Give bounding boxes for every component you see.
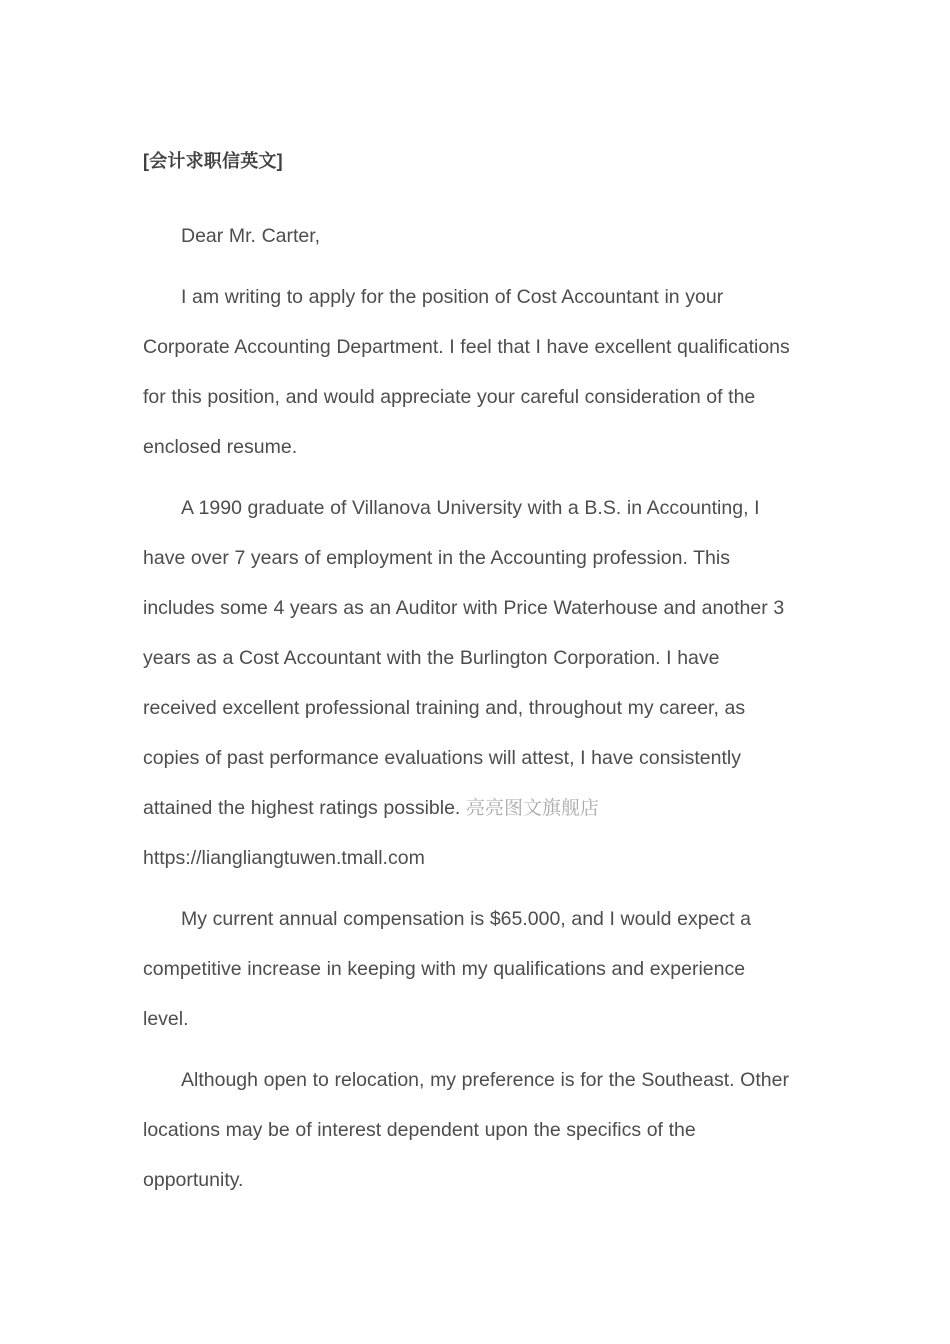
- document-body: [143, 211, 795, 1205]
- page-title: [会计求职信英文]: [143, 151, 283, 171]
- watermark-url: [143, 847, 425, 869]
- paragraph-background-text: A 1990 graduate of Villanova University with a B.S. in Accounting, I have over 7 years of employment in the Accounting profession. This includes some 4 years as an Auditor with Price Waterhouse and another 3 years as a Cost Accountant with the Burlington Corporation. I have received excellent professional training and, throughout my career, as copies of past performance evaluations will attest, I have consistently attained the highest ratings possible.: [143, 497, 785, 820]
- paragraph-background: [143, 483, 795, 883]
- paragraph-compensation: My current annual compensation is $65.000, and I would expect a competitive increase in keeping with my qualifications and experience level.: [143, 908, 752, 1031]
- paragraph-opening: I am writing to apply for the position of Cost Accountant in your Corporate Accounting Department. I feel that I have excellent qualifications for this position, and would appreciate your careful consideration of the enclosed resume.: [143, 286, 790, 459]
- watermark-url-text: https://liangliangtuwen.tmall.com: [143, 847, 425, 870]
- paragraph-salutation: Dear Mr. Carter,: [181, 225, 321, 248]
- paragraph-relocation: Although open to relocation, my preference is for the Southeast. Other locations may be of interest dependent upon the specifics of the opportunity.: [143, 1069, 789, 1192]
- watermark-shop-name: 亮亮图文旗舰店: [465, 797, 599, 820]
